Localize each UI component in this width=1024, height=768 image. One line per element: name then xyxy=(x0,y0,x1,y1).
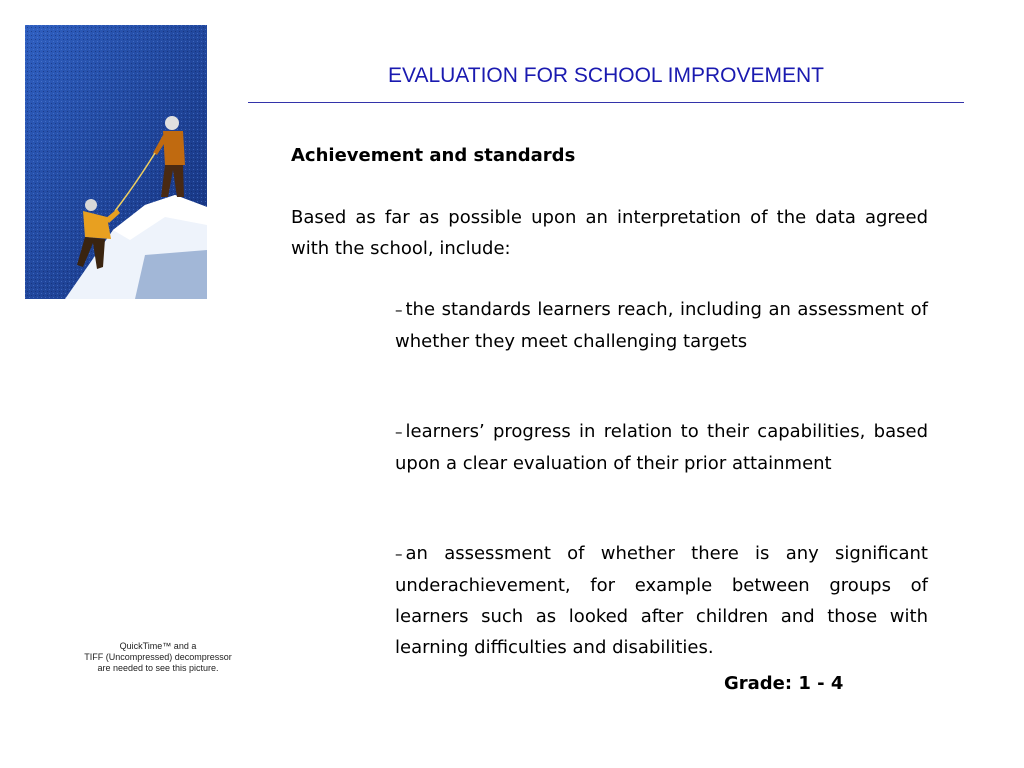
dash-icon: – xyxy=(395,545,403,563)
bullet-item xyxy=(395,538,928,663)
bullet-text: the standards learners reach, including an assessment of whether they meet challenging targets xyxy=(395,299,928,352)
placeholder-line: TIFF (Uncompressed) decompressor xyxy=(84,652,232,662)
missing-image-placeholder xyxy=(32,641,284,674)
bullet-text: an assessment of whether there is any significant underachievement, for example between groups of learners such as looked after children and those with learning difficulties and disabilities. xyxy=(395,543,928,658)
slide-title: EVALUATION FOR SCHOOL IMPROVEMENT xyxy=(388,64,824,87)
intro-paragraph: Based as far as possible upon an interpretation of the data agreed with the school, include: xyxy=(291,207,928,259)
placeholder-line: QuickTime™ and a xyxy=(119,641,197,651)
placeholder-line: are needed to see this picture. xyxy=(97,663,219,673)
bullet-text: learners’ progress in relation to their capabilities, based upon a clear evaluation of their prior attainment xyxy=(395,421,928,474)
grade-label: Grade: 1 - 4 xyxy=(724,673,844,694)
section-heading: Achievement and standards xyxy=(291,145,576,166)
title-divider xyxy=(248,102,964,103)
dash-icon: – xyxy=(395,423,403,441)
dash-icon: – xyxy=(395,301,403,319)
bullet-item xyxy=(395,294,928,357)
mountain-climbers-illustration xyxy=(25,25,207,299)
climbers-photo xyxy=(25,25,207,299)
bullet-item xyxy=(395,416,928,479)
